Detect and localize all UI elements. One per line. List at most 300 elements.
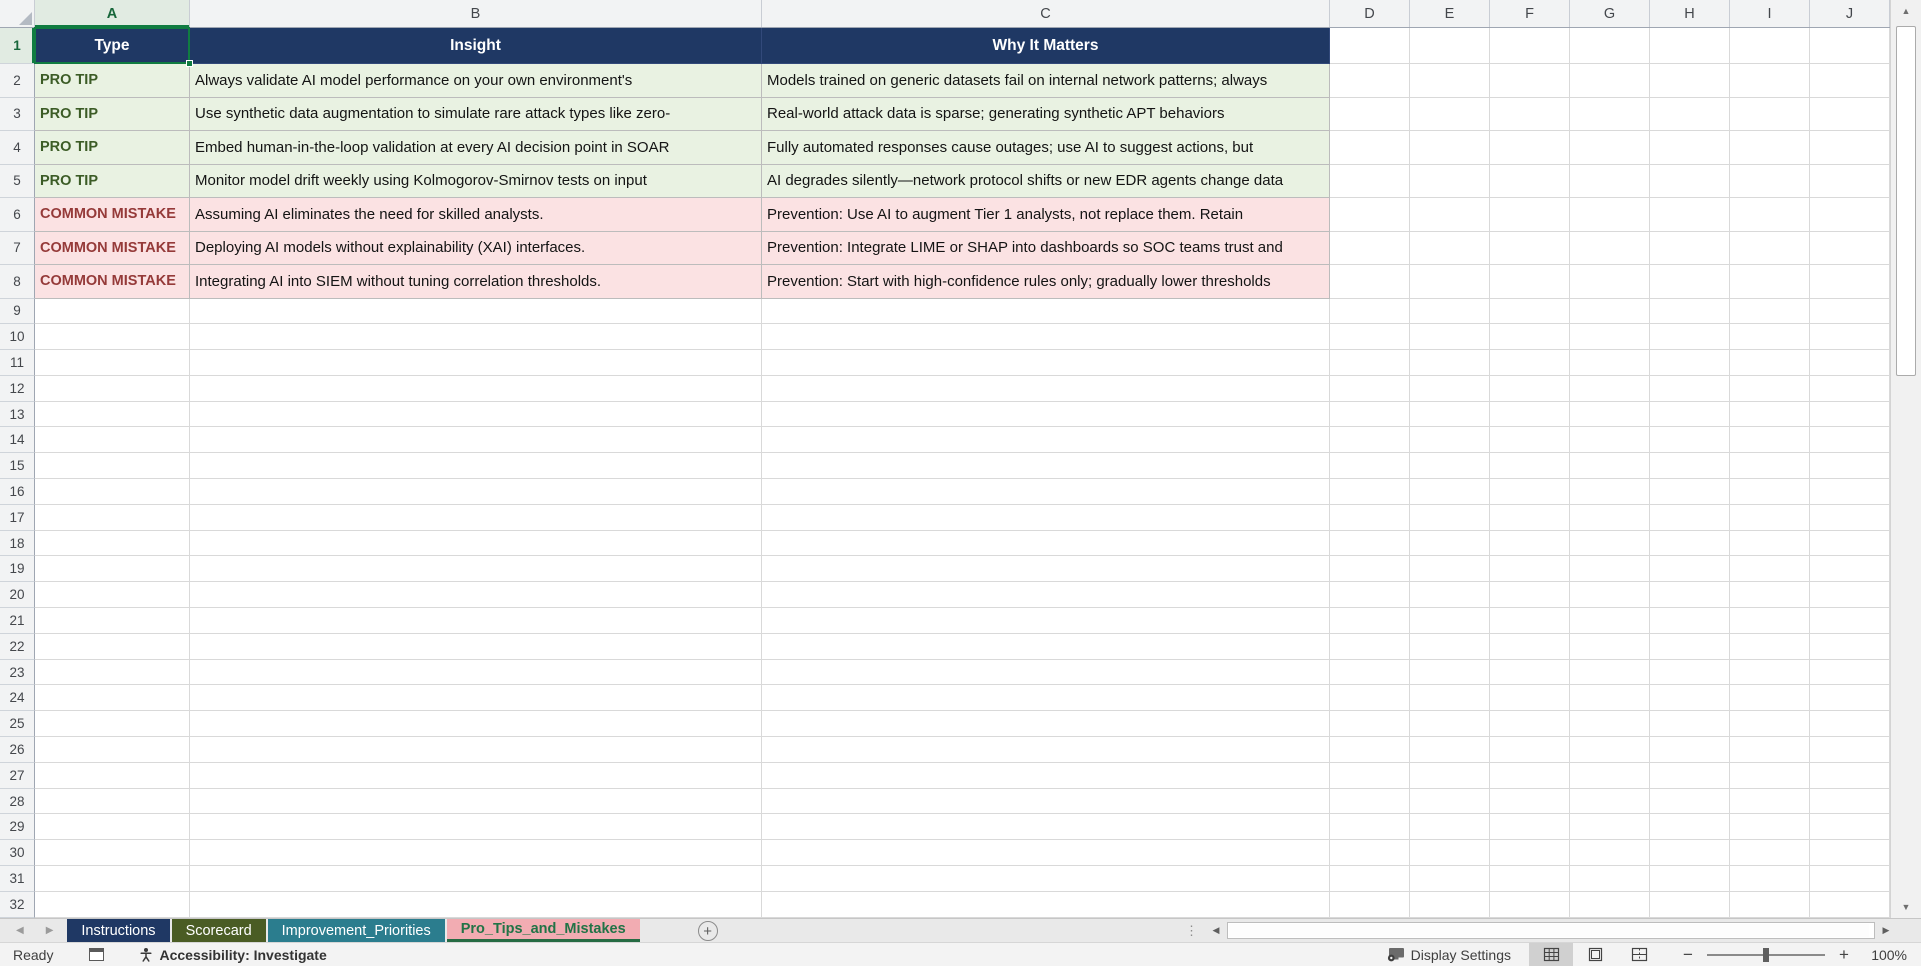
cell-B17[interactable] — [190, 505, 762, 531]
cell-B2[interactable]: Always validate AI model performance on your own environment's — [190, 64, 762, 98]
cell-C8[interactable]: Prevention: Start with high-confidence rules only; gradually lower thresholds — [762, 265, 1330, 299]
cell-D4[interactable] — [1330, 131, 1410, 165]
cell-J13[interactable] — [1810, 402, 1890, 428]
cell-F13[interactable] — [1490, 402, 1570, 428]
cell-G12[interactable] — [1570, 376, 1650, 402]
cell-A20[interactable] — [35, 582, 190, 608]
cell-B29[interactable] — [190, 814, 762, 840]
cell-A14[interactable] — [35, 427, 190, 453]
cell-G31[interactable] — [1570, 866, 1650, 892]
cell-C14[interactable] — [762, 427, 1330, 453]
cell-E31[interactable] — [1410, 866, 1490, 892]
cell-G9[interactable] — [1570, 299, 1650, 325]
cell-B31[interactable] — [190, 866, 762, 892]
tab-scroll-left-icon[interactable]: ◀ — [16, 925, 24, 936]
cell-A31[interactable] — [35, 866, 190, 892]
cell-A18[interactable] — [35, 531, 190, 557]
cell-F21[interactable] — [1490, 608, 1570, 634]
cell-F22[interactable] — [1490, 634, 1570, 660]
cell-G11[interactable] — [1570, 350, 1650, 376]
display-settings-button[interactable] — [1387, 947, 1511, 963]
column-header-F[interactable]: F — [1490, 0, 1570, 27]
cell-B12[interactable] — [190, 376, 762, 402]
cell-H10[interactable] — [1650, 324, 1730, 350]
cell-B22[interactable] — [190, 634, 762, 660]
cell-D32[interactable] — [1330, 892, 1410, 918]
cell-J9[interactable] — [1810, 299, 1890, 325]
cell-B3[interactable]: Use synthetic data augmentation to simulate rare attack types like zero- — [190, 98, 762, 132]
cell-A26[interactable] — [35, 737, 190, 763]
cell-B14[interactable] — [190, 427, 762, 453]
row-header-17[interactable]: 17 — [0, 505, 35, 531]
cell-G16[interactable] — [1570, 479, 1650, 505]
cell-J4[interactable] — [1810, 131, 1890, 165]
cell-I24[interactable] — [1730, 685, 1810, 711]
cell-F17[interactable] — [1490, 505, 1570, 531]
cell-I30[interactable] — [1730, 840, 1810, 866]
cell-E13[interactable] — [1410, 402, 1490, 428]
cell-J3[interactable] — [1810, 98, 1890, 132]
cell-E15[interactable] — [1410, 453, 1490, 479]
cell-I23[interactable] — [1730, 660, 1810, 686]
cell-F31[interactable] — [1490, 866, 1570, 892]
cell-I14[interactable] — [1730, 427, 1810, 453]
cell-I6[interactable] — [1730, 198, 1810, 232]
cell-D26[interactable] — [1330, 737, 1410, 763]
sheet-tab-scorecard[interactable]: Scorecard — [172, 919, 266, 942]
cell-I25[interactable] — [1730, 711, 1810, 737]
cell-D15[interactable] — [1330, 453, 1410, 479]
cell-A6[interactable]: COMMON MISTAKE — [35, 198, 190, 232]
row-header-16[interactable]: 16 — [0, 479, 35, 505]
cell-H3[interactable] — [1650, 98, 1730, 132]
cell-E16[interactable] — [1410, 479, 1490, 505]
cell-G26[interactable] — [1570, 737, 1650, 763]
cell-D19[interactable] — [1330, 556, 1410, 582]
cell-H18[interactable] — [1650, 531, 1730, 557]
cell-C2[interactable]: Models trained on generic datasets fail on internal network patterns; always — [762, 64, 1330, 98]
page-layout-view-button[interactable] — [1573, 943, 1617, 966]
cell-A16[interactable] — [35, 479, 190, 505]
cell-B19[interactable] — [190, 556, 762, 582]
row-header-8[interactable]: 8 — [0, 265, 35, 299]
cell-J20[interactable] — [1810, 582, 1890, 608]
cell-D28[interactable] — [1330, 789, 1410, 815]
cell-G30[interactable] — [1570, 840, 1650, 866]
zoom-slider[interactable] — [1707, 954, 1825, 956]
cell-C23[interactable] — [762, 660, 1330, 686]
cell-D8[interactable] — [1330, 265, 1410, 299]
cell-H8[interactable] — [1650, 265, 1730, 299]
cell-H17[interactable] — [1650, 505, 1730, 531]
cell-C9[interactable] — [762, 299, 1330, 325]
cell-E3[interactable] — [1410, 98, 1490, 132]
cell-J30[interactable] — [1810, 840, 1890, 866]
cell-F19[interactable] — [1490, 556, 1570, 582]
cell-D22[interactable] — [1330, 634, 1410, 660]
cell-C6[interactable]: Prevention: Use AI to augment Tier 1 analysts, not replace them. Retain — [762, 198, 1330, 232]
cell-F28[interactable] — [1490, 789, 1570, 815]
cell-D25[interactable] — [1330, 711, 1410, 737]
cell-D12[interactable] — [1330, 376, 1410, 402]
cell-I12[interactable] — [1730, 376, 1810, 402]
cell-E32[interactable] — [1410, 892, 1490, 918]
fill-handle[interactable] — [186, 60, 193, 67]
column-header-E[interactable]: E — [1410, 0, 1490, 27]
cell-B8[interactable]: Integrating AI into SIEM without tuning correlation thresholds. — [190, 265, 762, 299]
cell-C24[interactable] — [762, 685, 1330, 711]
cell-D21[interactable] — [1330, 608, 1410, 634]
cell-B5[interactable]: Monitor model drift weekly using Kolmogorov-Smirnov tests on input — [190, 165, 762, 199]
cell-F14[interactable] — [1490, 427, 1570, 453]
row-header-32[interactable]: 32 — [0, 892, 35, 918]
cell-A19[interactable] — [35, 556, 190, 582]
cell-A15[interactable] — [35, 453, 190, 479]
cell-A22[interactable] — [35, 634, 190, 660]
cell-H30[interactable] — [1650, 840, 1730, 866]
cell-H2[interactable] — [1650, 64, 1730, 98]
cell-G5[interactable] — [1570, 165, 1650, 199]
cell-J8[interactable] — [1810, 265, 1890, 299]
cell-H26[interactable] — [1650, 737, 1730, 763]
vertical-scroll-track[interactable] — [1891, 22, 1921, 896]
cell-I22[interactable] — [1730, 634, 1810, 660]
cell-B13[interactable] — [190, 402, 762, 428]
cell-F25[interactable] — [1490, 711, 1570, 737]
cell-C12[interactable] — [762, 376, 1330, 402]
cell-B9[interactable] — [190, 299, 762, 325]
cell-F24[interactable] — [1490, 685, 1570, 711]
row-header-2[interactable]: 2 — [0, 64, 35, 98]
row-header-9[interactable]: 9 — [0, 299, 35, 325]
cell-J6[interactable] — [1810, 198, 1890, 232]
cell-F7[interactable] — [1490, 232, 1570, 266]
row-header-20[interactable]: 20 — [0, 582, 35, 608]
sheet-tab-improvement_priorities[interactable]: Improvement_Priorities — [268, 919, 445, 942]
cell-F9[interactable] — [1490, 299, 1570, 325]
cell-D14[interactable] — [1330, 427, 1410, 453]
cell-J27[interactable] — [1810, 763, 1890, 789]
cell-G24[interactable] — [1570, 685, 1650, 711]
cell-E21[interactable] — [1410, 608, 1490, 634]
cell-I4[interactable] — [1730, 131, 1810, 165]
cell-C20[interactable] — [762, 582, 1330, 608]
cell-F30[interactable] — [1490, 840, 1570, 866]
cell-D13[interactable] — [1330, 402, 1410, 428]
cell-D29[interactable] — [1330, 814, 1410, 840]
cell-B28[interactable] — [190, 789, 762, 815]
cell-B32[interactable] — [190, 892, 762, 918]
cell-F5[interactable] — [1490, 165, 1570, 199]
cell-F6[interactable] — [1490, 198, 1570, 232]
cell-J19[interactable] — [1810, 556, 1890, 582]
cell-J18[interactable] — [1810, 531, 1890, 557]
cell-J14[interactable] — [1810, 427, 1890, 453]
cell-G19[interactable] — [1570, 556, 1650, 582]
row-header-14[interactable]: 14 — [0, 427, 35, 453]
column-header-A[interactable]: A — [35, 0, 190, 27]
cell-G13[interactable] — [1570, 402, 1650, 428]
cell-G7[interactable] — [1570, 232, 1650, 266]
row-header-26[interactable]: 26 — [0, 737, 35, 763]
cell-H21[interactable] — [1650, 608, 1730, 634]
cell-G17[interactable] — [1570, 505, 1650, 531]
cell-D23[interactable] — [1330, 660, 1410, 686]
cell-A2[interactable]: PRO TIP — [35, 64, 190, 98]
cell-I7[interactable] — [1730, 232, 1810, 266]
cell-D30[interactable] — [1330, 840, 1410, 866]
zoom-in-button[interactable]: + — [1839, 944, 1849, 964]
cell-H11[interactable] — [1650, 350, 1730, 376]
cell-H4[interactable] — [1650, 131, 1730, 165]
cell-I2[interactable] — [1730, 64, 1810, 98]
cell-B20[interactable] — [190, 582, 762, 608]
cell-A29[interactable] — [35, 814, 190, 840]
cell-E14[interactable] — [1410, 427, 1490, 453]
cell-J21[interactable] — [1810, 608, 1890, 634]
cell-H7[interactable] — [1650, 232, 1730, 266]
cell-E24[interactable] — [1410, 685, 1490, 711]
cell-J12[interactable] — [1810, 376, 1890, 402]
cell-D7[interactable] — [1330, 232, 1410, 266]
cell-F27[interactable] — [1490, 763, 1570, 789]
cell-B4[interactable]: Embed human-in-the-loop validation at every AI decision point in SOAR — [190, 131, 762, 165]
cell-G27[interactable] — [1570, 763, 1650, 789]
cell-A7[interactable]: COMMON MISTAKE — [35, 232, 190, 266]
cell-J31[interactable] — [1810, 866, 1890, 892]
cell-I16[interactable] — [1730, 479, 1810, 505]
new-sheet-button[interactable]: + — [698, 921, 718, 941]
cell-E27[interactable] — [1410, 763, 1490, 789]
cell-C31[interactable] — [762, 866, 1330, 892]
cell-H28[interactable] — [1650, 789, 1730, 815]
cell-F16[interactable] — [1490, 479, 1570, 505]
cell-F18[interactable] — [1490, 531, 1570, 557]
row-header-1[interactable]: 1 — [0, 28, 35, 64]
cell-H22[interactable] — [1650, 634, 1730, 660]
cell-C15[interactable] — [762, 453, 1330, 479]
row-header-31[interactable]: 31 — [0, 866, 35, 892]
normal-view-button[interactable] — [1529, 943, 1573, 966]
cell-C21[interactable] — [762, 608, 1330, 634]
cell-E22[interactable] — [1410, 634, 1490, 660]
cell-A13[interactable] — [35, 402, 190, 428]
cell-G21[interactable] — [1570, 608, 1650, 634]
cell-E4[interactable] — [1410, 131, 1490, 165]
cell-I18[interactable] — [1730, 531, 1810, 557]
cell-G1[interactable] — [1570, 28, 1650, 64]
macro-record-icon[interactable] — [89, 948, 104, 961]
cell-B27[interactable] — [190, 763, 762, 789]
cell-C29[interactable] — [762, 814, 1330, 840]
cell-D9[interactable] — [1330, 299, 1410, 325]
row-header-7[interactable]: 7 — [0, 232, 35, 266]
cell-D10[interactable] — [1330, 324, 1410, 350]
cell-C11[interactable] — [762, 350, 1330, 376]
cell-C3[interactable]: Real-world attack data is sparse; generating synthetic APT behaviors — [762, 98, 1330, 132]
cell-F10[interactable] — [1490, 324, 1570, 350]
tab-scroll-right-icon[interactable]: ▶ — [45, 925, 54, 936]
cell-G23[interactable] — [1570, 660, 1650, 686]
row-header-13[interactable]: 13 — [0, 402, 35, 428]
tab-splitter-icon[interactable]: ⋮ — [1185, 922, 1199, 938]
cell-J11[interactable] — [1810, 350, 1890, 376]
cell-H31[interactable] — [1650, 866, 1730, 892]
row-header-15[interactable]: 15 — [0, 453, 35, 479]
cell-I15[interactable] — [1730, 453, 1810, 479]
cell-E20[interactable] — [1410, 582, 1490, 608]
cell-J28[interactable] — [1810, 789, 1890, 815]
cell-D6[interactable] — [1330, 198, 1410, 232]
cell-C30[interactable] — [762, 840, 1330, 866]
cell-H5[interactable] — [1650, 165, 1730, 199]
cell-J26[interactable] — [1810, 737, 1890, 763]
row-header-3[interactable]: 3 — [0, 98, 35, 132]
column-header-I[interactable]: I — [1730, 0, 1810, 27]
cell-G15[interactable] — [1570, 453, 1650, 479]
zoom-level[interactable]: 100% — [1871, 946, 1907, 963]
cell-A11[interactable] — [35, 350, 190, 376]
row-header-29[interactable]: 29 — [0, 814, 35, 840]
column-header-J[interactable]: J — [1810, 0, 1890, 27]
cell-J2[interactable] — [1810, 64, 1890, 98]
cell-E18[interactable] — [1410, 531, 1490, 557]
row-header-6[interactable]: 6 — [0, 198, 35, 232]
cell-E29[interactable] — [1410, 814, 1490, 840]
row-header-22[interactable]: 22 — [0, 634, 35, 660]
sheet-tab-pro_tips_and_mistakes[interactable]: Pro_Tips_and_Mistakes — [447, 919, 640, 942]
cell-I32[interactable] — [1730, 892, 1810, 918]
cell-A10[interactable] — [35, 324, 190, 350]
cell-B10[interactable] — [190, 324, 762, 350]
cell-C10[interactable] — [762, 324, 1330, 350]
cell-E17[interactable] — [1410, 505, 1490, 531]
cell-D18[interactable] — [1330, 531, 1410, 557]
cell-I5[interactable] — [1730, 165, 1810, 199]
cell-H16[interactable] — [1650, 479, 1730, 505]
cell-F26[interactable] — [1490, 737, 1570, 763]
cell-C4[interactable]: Fully automated responses cause outages; use AI to suggest actions, but — [762, 131, 1330, 165]
cell-D17[interactable] — [1330, 505, 1410, 531]
cell-C18[interactable] — [762, 531, 1330, 557]
cell-B25[interactable] — [190, 711, 762, 737]
vertical-scroll-thumb[interactable] — [1896, 26, 1916, 376]
cell-E5[interactable] — [1410, 165, 1490, 199]
cell-G14[interactable] — [1570, 427, 1650, 453]
cell-E1[interactable] — [1410, 28, 1490, 64]
cell-I20[interactable] — [1730, 582, 1810, 608]
cell-I8[interactable] — [1730, 265, 1810, 299]
cell-I21[interactable] — [1730, 608, 1810, 634]
zoom-out-button[interactable]: − — [1683, 944, 1693, 964]
cell-B18[interactable] — [190, 531, 762, 557]
cell-B16[interactable] — [190, 479, 762, 505]
cell-D27[interactable] — [1330, 763, 1410, 789]
cell-D5[interactable] — [1330, 165, 1410, 199]
cell-A21[interactable] — [35, 608, 190, 634]
cell-H29[interactable] — [1650, 814, 1730, 840]
cell-H20[interactable] — [1650, 582, 1730, 608]
cell-I28[interactable] — [1730, 789, 1810, 815]
sheet-tab-instructions[interactable]: Instructions — [67, 919, 169, 942]
cell-F1[interactable] — [1490, 28, 1570, 64]
cell-F15[interactable] — [1490, 453, 1570, 479]
cell-J23[interactable] — [1810, 660, 1890, 686]
cell-J15[interactable] — [1810, 453, 1890, 479]
cell-D16[interactable] — [1330, 479, 1410, 505]
cell-A9[interactable] — [35, 299, 190, 325]
cell-B15[interactable] — [190, 453, 762, 479]
row-header-12[interactable]: 12 — [0, 376, 35, 402]
cell-A28[interactable] — [35, 789, 190, 815]
cell-A32[interactable] — [35, 892, 190, 918]
cell-E28[interactable] — [1410, 789, 1490, 815]
cell-A23[interactable] — [35, 660, 190, 686]
cell-J5[interactable] — [1810, 165, 1890, 199]
horizontal-scroll-thumb[interactable] — [1229, 924, 1869, 937]
cell-C5[interactable]: AI degrades silently—network protocol shifts or new EDR agents change data — [762, 165, 1330, 199]
cell-G18[interactable] — [1570, 531, 1650, 557]
cell-D31[interactable] — [1330, 866, 1410, 892]
cell-E11[interactable] — [1410, 350, 1490, 376]
cell-F8[interactable] — [1490, 265, 1570, 299]
cell-G20[interactable] — [1570, 582, 1650, 608]
cell-A27[interactable] — [35, 763, 190, 789]
cell-I9[interactable] — [1730, 299, 1810, 325]
column-header-B[interactable]: B — [190, 0, 762, 27]
hscroll-left-icon[interactable]: ◀ — [1212, 925, 1220, 935]
cell-I13[interactable] — [1730, 402, 1810, 428]
column-header-H[interactable]: H — [1650, 0, 1730, 27]
cell-F23[interactable] — [1490, 660, 1570, 686]
cell-J1[interactable] — [1810, 28, 1890, 64]
row-header-5[interactable]: 5 — [0, 165, 35, 199]
row-header-11[interactable]: 11 — [0, 350, 35, 376]
page-break-view-button[interactable] — [1617, 943, 1661, 966]
row-header-27[interactable]: 27 — [0, 763, 35, 789]
column-header-C[interactable]: C — [762, 0, 1330, 27]
select-all-corner[interactable] — [0, 0, 35, 27]
cell-A4[interactable]: PRO TIP — [35, 131, 190, 165]
cell-J10[interactable] — [1810, 324, 1890, 350]
row-header-25[interactable]: 25 — [0, 711, 35, 737]
cell-G32[interactable] — [1570, 892, 1650, 918]
cell-E7[interactable] — [1410, 232, 1490, 266]
cell-I1[interactable] — [1730, 28, 1810, 64]
cell-G29[interactable] — [1570, 814, 1650, 840]
cell-H13[interactable] — [1650, 402, 1730, 428]
row-header-19[interactable]: 19 — [0, 556, 35, 582]
cell-G4[interactable] — [1570, 131, 1650, 165]
cell-A5[interactable]: PRO TIP — [35, 165, 190, 199]
cell-J7[interactable] — [1810, 232, 1890, 266]
cell-D20[interactable] — [1330, 582, 1410, 608]
cell-C16[interactable] — [762, 479, 1330, 505]
cell-I3[interactable] — [1730, 98, 1810, 132]
cell-C32[interactable] — [762, 892, 1330, 918]
cell-B24[interactable] — [190, 685, 762, 711]
cell-B21[interactable] — [190, 608, 762, 634]
cell-F11[interactable] — [1490, 350, 1570, 376]
cell-E26[interactable] — [1410, 737, 1490, 763]
row-header-21[interactable]: 21 — [0, 608, 35, 634]
scroll-up-icon[interactable]: ▲ — [1891, 0, 1921, 22]
cell-G25[interactable] — [1570, 711, 1650, 737]
cell-I11[interactable] — [1730, 350, 1810, 376]
cell-B26[interactable] — [190, 737, 762, 763]
cell-G2[interactable] — [1570, 64, 1650, 98]
cell-B30[interactable] — [190, 840, 762, 866]
